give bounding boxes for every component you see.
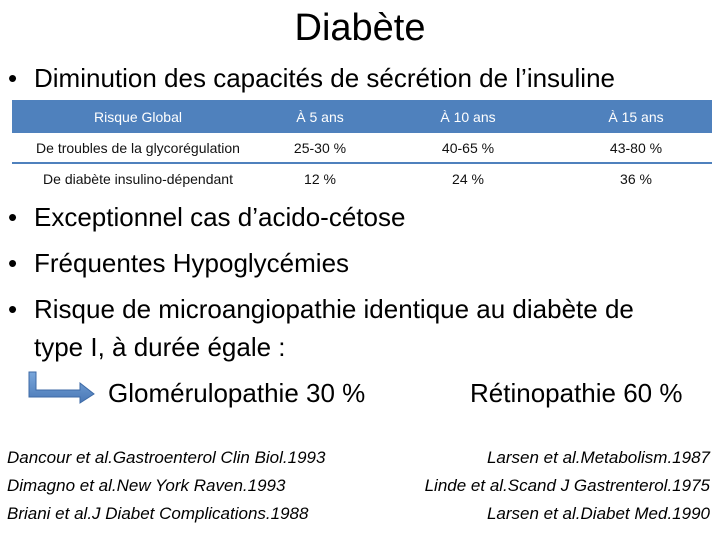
table-row bbox=[12, 163, 712, 193]
bent-arrow-icon bbox=[26, 370, 96, 404]
reference-item: Larsen et al.Metabolism.1987 bbox=[486, 448, 710, 467]
bullet-insulin-secretion bbox=[8, 61, 615, 95]
bullet-text: Fréquentes Hypoglycémies bbox=[34, 248, 350, 278]
bullet-microangiopathie-continuation: type I, à durée égale : bbox=[34, 332, 286, 362]
header-15-ans: À 15 ans bbox=[560, 100, 712, 133]
bullet-text: Exceptionnel cas d’acido-cétose bbox=[34, 202, 406, 232]
reference-item: Linde et al.Scand J Gastrenterol.1975 bbox=[424, 476, 710, 495]
header-risque-global: Risque Global bbox=[12, 100, 264, 133]
bullet-marker: • bbox=[8, 294, 18, 324]
reference-item: Dancour et al.Gastroenterol Clin Biol.1993 bbox=[7, 448, 326, 467]
table-header-row bbox=[12, 100, 712, 133]
cell-10-ans: 24 % bbox=[376, 163, 560, 193]
bullet-hypoglycemies bbox=[8, 246, 349, 280]
glomerulopathie-result: Glomérulopathie 30 % bbox=[108, 378, 366, 408]
header-5-ans: À 5 ans bbox=[264, 100, 376, 133]
bullet-text: Diminution des capacités de sécrétion de l’insuline bbox=[34, 63, 615, 93]
references-left bbox=[7, 444, 325, 528]
cell-5-ans: 12 % bbox=[264, 163, 376, 193]
cell-15-ans: 43-80 % bbox=[560, 133, 712, 163]
bullet-microangiopathie bbox=[8, 292, 634, 326]
row-label: De diabète insulino-dépendant bbox=[12, 163, 264, 193]
slide-title: Diabète bbox=[294, 7, 426, 49]
retinopathie-result: Rétinopathie 60 % bbox=[470, 378, 683, 408]
table-row bbox=[12, 133, 712, 163]
references-right bbox=[425, 444, 710, 528]
reference-item: Briani et al.J Diabet Complications.1988 bbox=[7, 504, 309, 523]
row-label: De troubles de la glycorégulation bbox=[12, 133, 264, 163]
bullet-marker: • bbox=[8, 248, 18, 278]
risk-table bbox=[12, 100, 712, 193]
bullet-acido-cetose bbox=[8, 200, 405, 234]
cell-5-ans: 25-30 % bbox=[264, 133, 376, 163]
header-10-ans: À 10 ans bbox=[376, 100, 560, 133]
bullet-text: Risque de microangiopathie identique au diabète de bbox=[34, 294, 634, 324]
bullet-marker: • bbox=[8, 63, 18, 93]
cell-10-ans: 40-65 % bbox=[376, 133, 560, 163]
cell-15-ans: 36 % bbox=[560, 163, 712, 193]
bullet-marker: • bbox=[8, 202, 18, 232]
reference-item: Larsen et al.Diabet Med.1990 bbox=[486, 504, 710, 523]
reference-item: Dimagno et al.New York Raven.1993 bbox=[7, 476, 286, 495]
